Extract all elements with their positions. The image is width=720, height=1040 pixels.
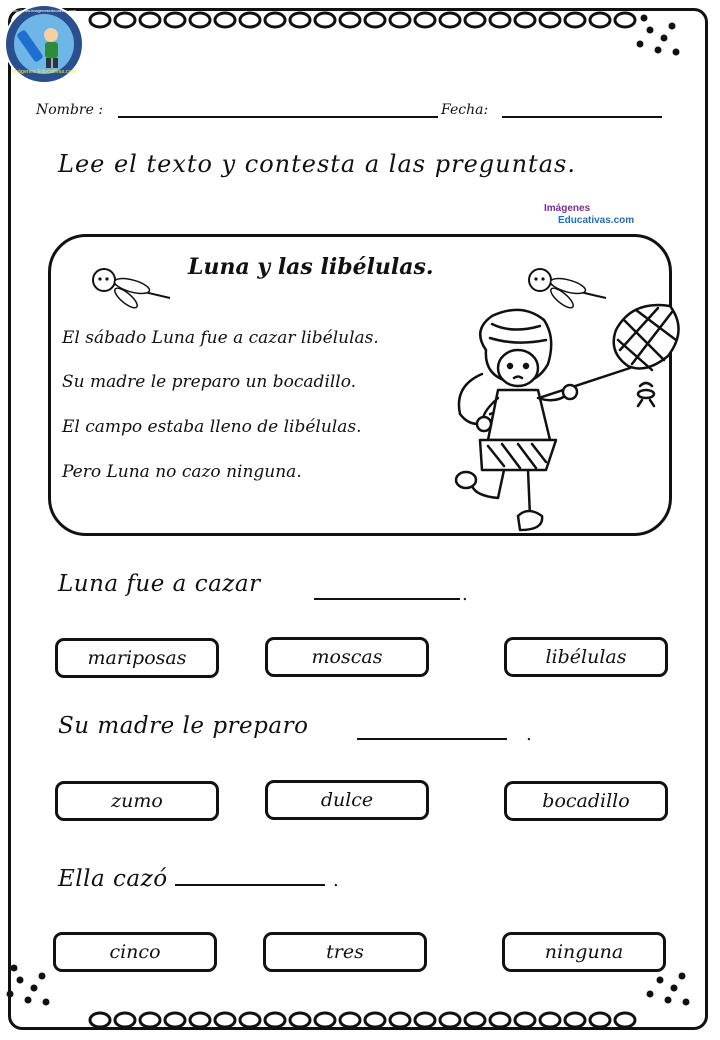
question-1-prompt: Luna fue a cazar [58, 571, 261, 597]
question-2-prompt: Su madre le preparo [58, 713, 309, 739]
girl-with-net-icon [432, 290, 692, 538]
q2-option-bocadillo[interactable]: bocadillo [504, 781, 668, 821]
story-line-2: Su madre le preparo un bocadillo. [62, 372, 357, 392]
name-field[interactable] [118, 116, 438, 118]
watermark [544, 203, 634, 227]
question-2-period: . [526, 724, 532, 745]
watermark-line1: Imágenes [544, 203, 591, 214]
instruction-text: Lee el texto y contesta a las preguntas. [58, 150, 576, 178]
q1-option-mariposas[interactable]: mariposas [55, 638, 219, 678]
q1-option-moscas[interactable]: moscas [265, 637, 429, 677]
q2-option-dulce[interactable]: dulce [265, 780, 429, 820]
q3-option-tres[interactable]: tres [263, 932, 427, 972]
question-3-prompt: Ella cazó [58, 866, 168, 892]
question-1-answer-line[interactable] [314, 598, 460, 600]
watermark-line2: Educativas.com [558, 215, 635, 226]
question-3-answer-line[interactable] [175, 884, 325, 886]
date-label: Fecha: [441, 102, 489, 118]
dragonfly-icon [88, 262, 174, 310]
q2-option-zumo[interactable]: zumo [55, 781, 219, 821]
logo-url-text: http://www.imageneseducativas.com [11, 8, 77, 13]
logo-brand-text: Imágenes Educativas.com [11, 69, 77, 75]
q3-option-ninguna[interactable]: ninguna [502, 932, 666, 972]
site-logo [3, 3, 85, 85]
date-field[interactable] [502, 116, 662, 118]
q1-option-libelulas[interactable]: libélulas [504, 637, 668, 677]
q3-option-cinco[interactable]: cinco [53, 932, 217, 972]
question-2-answer-line[interactable] [357, 738, 507, 740]
story-line-3: El campo estaba lleno de libélulas. [62, 417, 362, 437]
question-1-period: . [462, 584, 468, 605]
question-3-period: . [333, 870, 339, 891]
story-line-4: Pero Luna no cazo ninguna. [62, 462, 302, 482]
story-title: Luna y las libélulas. [188, 254, 434, 280]
name-label: Nombre : [36, 102, 104, 118]
story-line-1: El sábado Luna fue a cazar libélulas. [62, 328, 379, 348]
